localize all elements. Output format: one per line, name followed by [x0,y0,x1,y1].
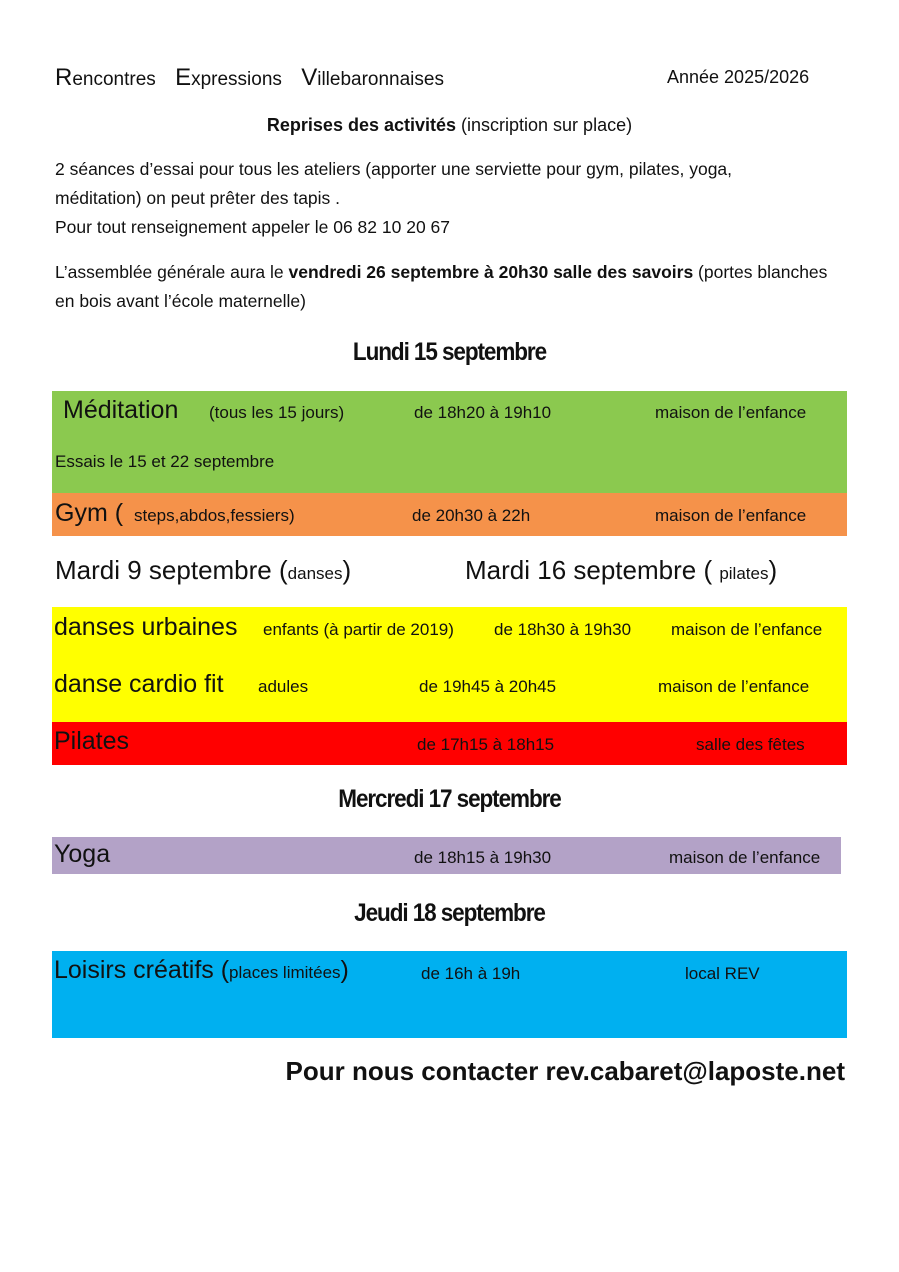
intro-line: 2 séances d’essai pour tous les ateliers (apporter une serviette pour gym, pilates, yoga, [55,159,733,179]
org-word-initial: R [55,64,73,91]
org-word-initial: V [301,64,318,91]
day-heading-wednesday: Mercredi 17 septembre [338,785,561,813]
activity-detail: adules [258,677,309,696]
day-heading-small: pilates [719,564,769,583]
activity-name: Pilates [54,727,130,755]
activity-name-start: Loisirs créatifs ( [54,956,230,984]
activity-time: de 20h30 à 22h [412,506,531,525]
org-word-rest: xpressions [191,69,282,90]
subtitle [0,115,899,136]
intro-line: Pour tout renseignement appeler le 06 82 10 20 67 [55,217,451,237]
activity-name-end: ) [340,956,349,984]
assembly-after: (portes blanches en bois avant l’école maternelle) [55,262,828,311]
activity-place: maison de l’enfance [658,677,810,696]
activity-time: de 18h30 à 19h30 [494,620,632,639]
day-heading-main: Mardi 9 septembre ( [55,555,288,585]
org-word [55,64,156,91]
activity-place: salle des fêtes [696,735,805,754]
day-heading-tuesday-pilates [465,555,777,586]
loisirs-band [52,951,847,1038]
org-word-rest: encontres [72,69,156,90]
activity-name: Gym ( [55,499,124,527]
day-heading-tuesday-dance [55,555,351,586]
activity-detail: (tous les 15 jours) [209,403,345,422]
day-heading-end: ) [768,555,778,585]
day-heading-small: danses [287,564,343,583]
contact-line: Pour nous contacter rev.cabaret@laposte.net [285,1056,845,1086]
assembly-date: vendredi 26 septembre à 20h30 salle des savoirs [288,262,694,282]
organization-name [55,64,458,92]
meditation-band [52,391,847,493]
activity-place: maison de l’enfance [655,506,807,525]
activity-time: de 19h45 à 20h45 [419,677,557,696]
org-word-rest: illebaronnaises [317,69,444,90]
activity-detail: places limitées [229,963,341,982]
intro-line: méditation) on peut prêter des tapis . [55,188,341,208]
gym-band [52,493,847,536]
subtitle-bold: Reprises des activités [266,115,457,135]
pilates-band [52,722,847,765]
activity-name [54,956,349,985]
assembly-paragraph [55,258,845,316]
activity-time: de 16h à 19h [421,964,521,983]
assembly-before: L’assemblée générale aura le [55,262,289,282]
activity-name: danses urbaines [54,613,238,641]
day-heading-monday: Lundi 15 septembre [352,338,547,366]
day-heading-thursday: Jeudi 18 septembre [354,899,545,927]
activity-name: danse cardio fit [54,670,224,698]
activity-place: maison de l’enfance [671,620,823,639]
activity-place: maison de l’enfance [669,848,821,867]
org-word [301,64,444,91]
activity-name: Méditation [63,396,179,424]
activity-time: de 18h20 à 19h10 [414,403,552,422]
activity-time: de 17h15 à 18h15 [417,735,555,754]
org-word [175,64,282,91]
activity-place: maison de l’enfance [655,403,807,422]
activity-detail: steps,abdos,fessiers) [134,506,295,525]
yoga-band [52,837,841,874]
activity-time: de 18h15 à 19h30 [414,848,552,867]
day-heading-main: Mardi 16 septembre ( [465,555,720,585]
season-year: Année 2025/2026 [667,67,810,87]
activity-note: Essais le 15 et 22 septembre [55,452,275,471]
activity-place: local REV [685,964,760,983]
intro-paragraph [55,155,845,242]
activity-name: Yoga [54,840,111,868]
day-heading-end: ) [342,555,352,585]
activity-detail: enfants (à partir de 2019) [263,620,454,639]
subtitle-normal: (inscription sur place) [456,115,633,135]
org-word-initial: E [175,64,192,91]
dance-band [52,607,847,722]
